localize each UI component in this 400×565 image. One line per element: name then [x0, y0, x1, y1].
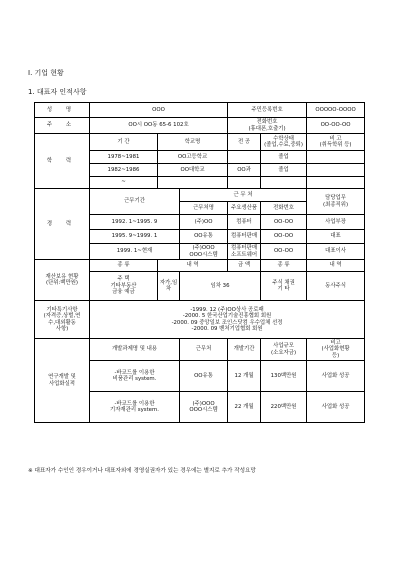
assets-header-type-1: 종 류 — [90, 260, 158, 272]
edu-major — [228, 177, 261, 189]
career-company: (주)OO — [180, 215, 228, 230]
edu-note — [307, 164, 365, 177]
edu-status — [261, 177, 307, 189]
education-label: 학 력 — [35, 134, 90, 189]
rnd-header-scale: 사업규모 (소요자금) — [261, 339, 307, 361]
edu-status: 졸업 — [261, 164, 307, 177]
assets-type-2: 주식 채권 기 타 — [261, 272, 307, 301]
career-header-phone: 전화번호 — [261, 202, 307, 215]
assets-header-detail-1: 내 역 — [158, 260, 228, 272]
career-duty: 대표 — [307, 230, 365, 244]
edu-header-period: 기 간 — [90, 134, 158, 151]
special-notes-text: -1999. 12 (주)OO상사 공로패 -2000. 5 한국산업기술진흥협회 회원 -2000. 09 중앙일보 조인스닷컴 우수업체 선정 -2000. 09 벤처기업협회 회원 — [90, 301, 365, 339]
address-label: 주 소 — [35, 118, 90, 134]
career-product: 컴퓨터판매 — [228, 230, 261, 244]
edu-period: 1982~1986 — [90, 164, 158, 177]
phone-label: 전화번호 (휴대폰,호출기) — [228, 118, 307, 134]
rnd-header-period: 개발기간 — [228, 339, 261, 361]
phone-value: OO-OO-OO — [307, 118, 365, 134]
assets-label: 재산보유 현황 (단위:백만원) — [35, 260, 90, 301]
section-heading: Ⅰ. 기업 현황 — [28, 69, 64, 77]
career-company: OO유통 — [180, 230, 228, 244]
edu-header-school: 학교명 — [158, 134, 228, 151]
edu-header-status: 수학상태 (졸업,수료,중퇴) — [261, 134, 307, 151]
rrn-value: OOOOO-OOOO — [307, 103, 365, 118]
edu-status: 졸업 — [261, 151, 307, 164]
edu-school: OO대학교 — [158, 164, 228, 177]
career-header-workplace: 근 무 처 — [180, 189, 307, 202]
edu-school: OO고등학교 — [158, 151, 228, 164]
edu-note — [307, 151, 365, 164]
career-period: 1992. 1~1995. 9 — [90, 215, 180, 230]
rnd-org: (주)OOO OOO시스템 — [180, 392, 228, 423]
special-notes-label: 기타특기사항 (자격증,상벌,연 수,대외활동 사항) — [35, 301, 90, 339]
rnd-scale: 130백만원 — [261, 361, 307, 392]
career-duty: 사업부장 — [307, 215, 365, 230]
edu-header-note: 비 고 (취득학위 등) — [307, 134, 365, 151]
edu-school — [158, 177, 228, 189]
rnd-scale: 220백만원 — [261, 392, 307, 423]
footnote: ※ 대표자가 수인인 경우이거나 대표자외에 경영실권자가 있는 경우에는 별지로 추가 작성요망 — [28, 468, 256, 474]
assets-header-row — [35, 260, 365, 272]
rnd-title: -바코드를 이용한 기자재관리 system. — [90, 392, 180, 423]
assets-header-type-2: 종 류 — [261, 260, 307, 272]
address-value: OO시 OO동 65-6 102호 — [90, 118, 228, 134]
ceo-profile-form — [34, 102, 365, 423]
assets-type-1: 주 택 기타부동산 금융 예금 — [90, 272, 158, 301]
career-label: 경 력 — [35, 189, 90, 260]
special-notes-row — [35, 301, 365, 339]
name-row — [35, 103, 365, 118]
subsection-heading: 1. 대표자 인적사항 — [28, 88, 87, 96]
assets-detail-1: 자가,임차 — [158, 272, 180, 301]
rnd-period: 22 개월 — [228, 392, 261, 423]
career-phone: OO-OO — [261, 230, 307, 244]
career-duty: 대표이사 — [307, 244, 365, 260]
address-row — [35, 118, 365, 134]
edu-major: OO과 — [228, 164, 261, 177]
edu-note — [307, 177, 365, 189]
edu-header-major: 전 공 — [228, 134, 261, 151]
rnd-header-org: 근무처 — [180, 339, 228, 361]
career-phone: OO-OO — [261, 244, 307, 260]
edu-major — [228, 151, 261, 164]
career-period: 1999. 1~현재 — [90, 244, 180, 260]
career-header-duty: 담당업무 (최종직위) — [307, 189, 365, 215]
career-header-row-1 — [35, 189, 365, 202]
rnd-header-row — [35, 339, 365, 361]
name-value: OOO — [90, 103, 228, 118]
career-product: 컴퓨터판매 소프트웨어 — [228, 244, 261, 260]
career-company: (주)OOO OOO시스템 — [180, 244, 228, 260]
rnd-label: 연구개발 및 사업화실적 — [35, 339, 90, 423]
rnd-note: 사업화 성공 — [307, 361, 365, 392]
career-header-product: 주요생산품 — [228, 202, 261, 215]
career-product: 컴퓨터 — [228, 215, 261, 230]
rnd-note: 사업화 성공 — [307, 392, 365, 423]
assets-detail-2: 동사주식 — [307, 272, 365, 301]
education-header-row — [35, 134, 365, 151]
rnd-title: -바코드를 이용한 비품관리 system. — [90, 361, 180, 392]
career-header-period: 근무기간 — [90, 189, 180, 215]
assets-amount-1: 임차 36 — [180, 272, 261, 301]
career-header-company: 근무처명 — [180, 202, 228, 215]
rnd-header-title: 개발과제명 및 내용 — [90, 339, 180, 361]
rnd-org: OO유통 — [180, 361, 228, 392]
career-period: 1995. 9~1999. 1 — [90, 230, 180, 244]
edu-period: 1978~1981 — [90, 151, 158, 164]
rnd-period: 12 개월 — [228, 361, 261, 392]
rrn-label: 주민등록번호 — [228, 103, 307, 118]
edu-period: ~ — [90, 177, 158, 189]
assets-header-detail-2: 내 역 — [307, 260, 365, 272]
name-label: 성 명 — [35, 103, 90, 118]
assets-header-amount-1: 금 액 — [228, 260, 261, 272]
rnd-header-note: 비고 (사업화현황 등) — [307, 339, 365, 361]
career-phone: OO-OO — [261, 215, 307, 230]
